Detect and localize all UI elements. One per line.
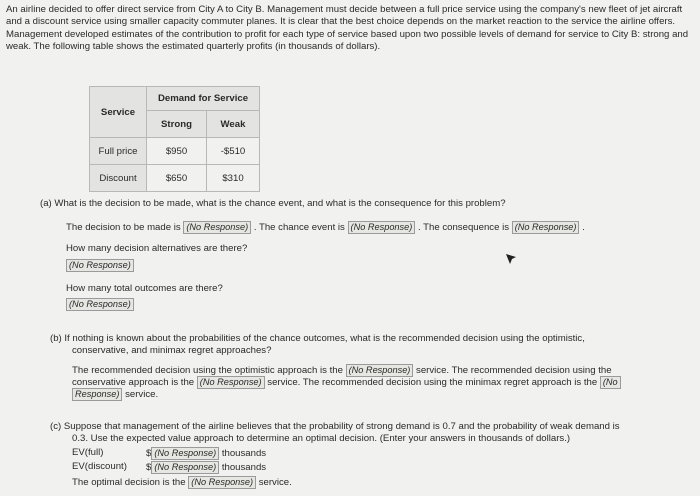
- row-label: Discount: [90, 165, 147, 192]
- outcomes-answer-field[interactable]: (No Response): [66, 298, 134, 311]
- part-c-question-line-1: (c) Suppose that management of the airline believes that the probability of strong demand is 0.7 and the probability of weak demand is: [50, 421, 620, 432]
- ev-full-answer-field[interactable]: (No Response): [151, 447, 219, 460]
- currency-symbol: $: [146, 448, 152, 459]
- sentence-text: The recommended decision using the optimistic approach is the: [72, 365, 343, 376]
- unit-label: thousands: [221, 462, 267, 473]
- ev-discount-label: EV(discount): [72, 461, 127, 472]
- service-header: Service: [90, 87, 147, 138]
- ev-discount-line: [146, 461, 266, 474]
- ev-full-line: [146, 447, 266, 460]
- ev-full-label: EV(full): [72, 447, 104, 458]
- alternatives-answer-field[interactable]: (No Response): [66, 259, 134, 272]
- payoff-table: [89, 86, 260, 192]
- currency-symbol: $: [146, 462, 152, 473]
- sentence-text: The optimal decision is the: [72, 477, 186, 488]
- conservative-answer-field[interactable]: (No Response): [197, 376, 265, 389]
- row-label: Full price: [90, 138, 147, 165]
- table-row: [90, 165, 260, 192]
- optimistic-answer-field[interactable]: (No Response): [346, 364, 414, 377]
- optimal-decision-answer-field[interactable]: (No Response): [188, 476, 256, 489]
- sentence-text: service. The recommended decision using the minimax regret approach is the: [267, 377, 598, 388]
- demand-header: Demand for Service: [147, 87, 260, 111]
- chance-event-answer-field[interactable]: (No Response): [348, 221, 416, 234]
- table-cell: $650: [147, 165, 207, 192]
- alternatives-answer-wrap: [66, 259, 134, 272]
- sentence-text: The decision to be made is: [66, 222, 181, 233]
- table-cell: -$510: [207, 138, 260, 165]
- outcomes-question: How many total outcomes are there?: [66, 283, 223, 294]
- sentence-text: service.: [258, 477, 292, 488]
- part-a-decision-line: [66, 221, 585, 234]
- part-b-question-line-2: conservative, and minimax regret approaches?: [72, 345, 272, 356]
- sentence-text: service.: [125, 389, 159, 400]
- minimax-answer-field-part-2[interactable]: Response): [72, 388, 122, 401]
- decision-answer-field[interactable]: (No Response): [183, 221, 251, 234]
- alternatives-question: How many decision alternatives are there?: [66, 243, 248, 254]
- part-b-line-3: [72, 388, 158, 401]
- problem-intro: An airline decided to offer direct service from City A to City B. Management must decide between a full price service using the company's new fleet of jet aircraft and a discount service using smaller capacity commuter planes. It is clear that the best choice depends on the market reaction to the service the airline offers. Management developed estimates of the contribution to profit for each type of service based upon two possible levels of demand for service to City B: strong and weak. The following table shows the estimated quarterly profits (in thousands of dollars).: [6, 4, 689, 53]
- ev-discount-answer-field[interactable]: (No Response): [151, 461, 219, 474]
- part-b-question-line-1: (b) If nothing is known about the probabilities of the chance outcomes, what is the recommended decision using the optimistic,: [50, 333, 585, 344]
- weak-header: Weak: [207, 111, 260, 138]
- outcomes-answer-wrap: [66, 298, 134, 311]
- table-cell: $950: [147, 138, 207, 165]
- sentence-text: . The consequence is: [417, 222, 510, 233]
- unit-label: thousands: [221, 448, 267, 459]
- minimax-answer-field-part-1[interactable]: (No: [600, 376, 621, 389]
- optimal-decision-line: [72, 476, 292, 489]
- consequence-answer-field[interactable]: (No Response): [512, 221, 580, 234]
- sentence-text: conservative approach is the: [72, 377, 195, 388]
- sentence-text: . The chance event is: [253, 222, 345, 233]
- strong-header: Strong: [147, 111, 207, 138]
- mouse-cursor-icon: [505, 253, 517, 265]
- table-row: [90, 138, 260, 165]
- part-a-question: (a) What is the decision to be made, what is the chance event, and what is the consequence for this problem?: [40, 198, 506, 209]
- part-c-question-line-2: 0.3. Use the expected value approach to determine an optimal decision. (Enter your answers in thousands of dollars.): [72, 433, 571, 444]
- sentence-text: .: [582, 222, 585, 233]
- table-cell: $310: [207, 165, 260, 192]
- sentence-text: service. The recommended decision using the: [416, 365, 612, 376]
